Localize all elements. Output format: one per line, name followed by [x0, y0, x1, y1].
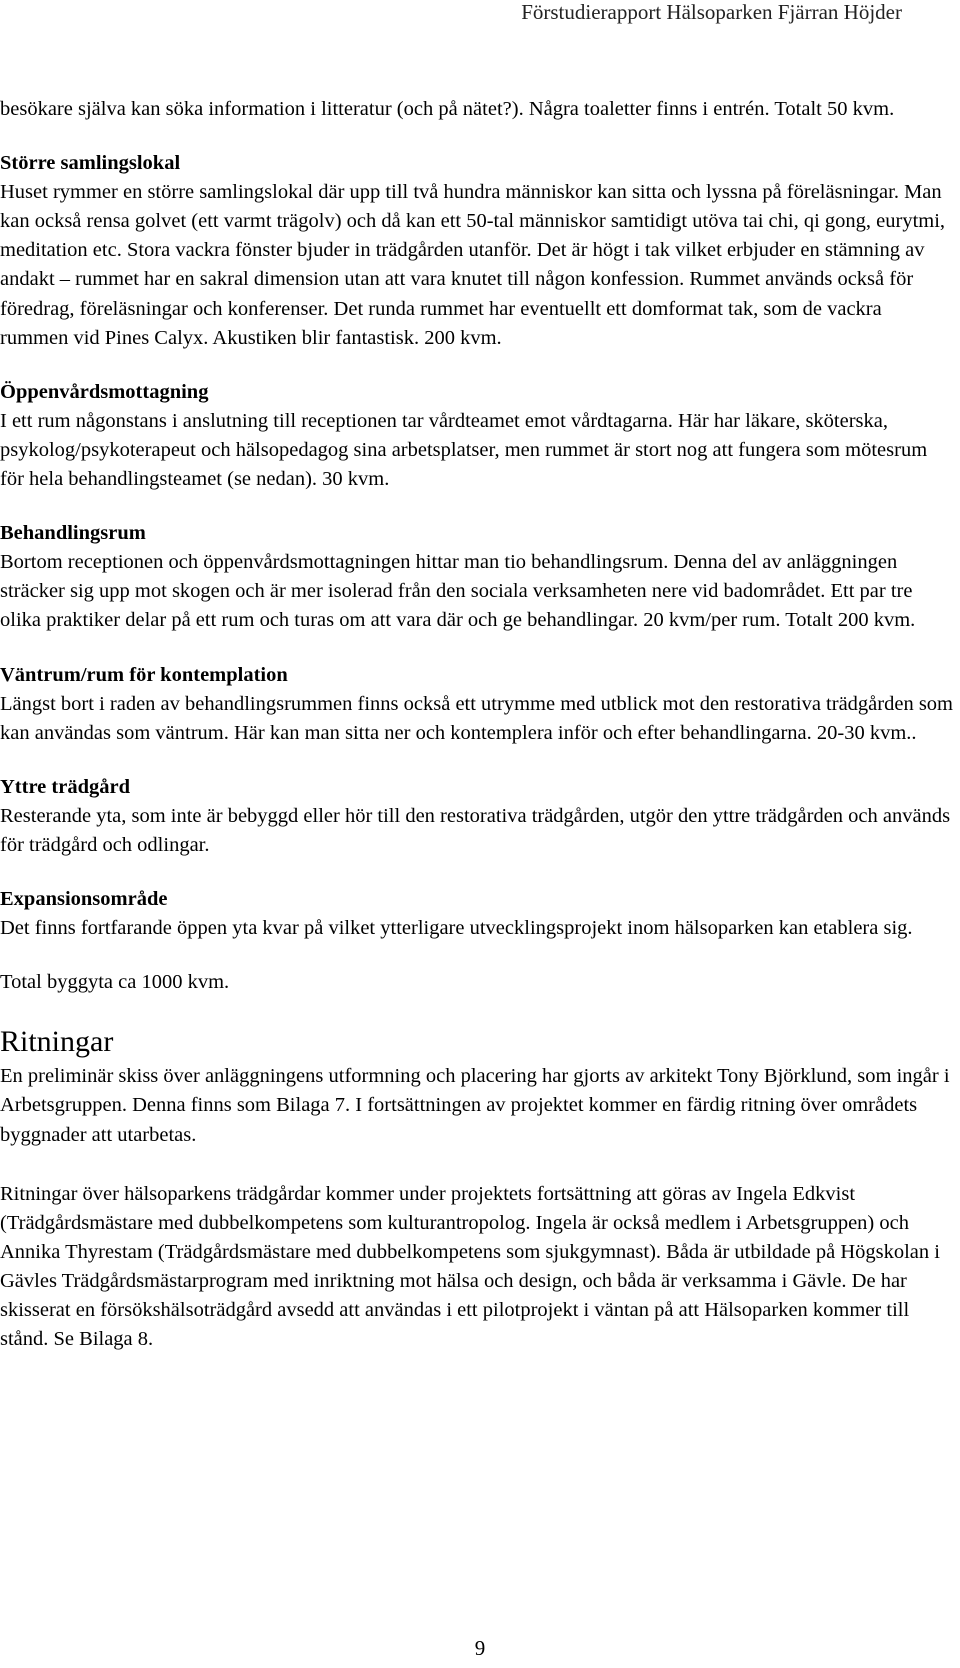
intro-paragraph: besökare själva kan söka information i litteratur (och på nätet?). Några toaletter finns i entrén. Totalt 50 kvm. [0, 98, 895, 120]
total-byggyta: Total byggyta ca 1000 kvm. [0, 971, 230, 994]
heading-ritningar: Ritningar [0, 1025, 114, 1059]
paragraph-yttre-tradgard: Resterande yta, som inte är bebyggd eller hör till den restorativa trädgården, utgör den yttre trädgården och används för trädgård och odlingar. [0, 804, 951, 856]
paragraph-ritningar-1: En preliminär skiss över anläggningens utformning och placering har gjorts av arkitekt Tony Björklund, som ingår i Arbetsgruppen. Denna finns som Bilaga 7. I fortsättningen av projektet kommer en färdig ritning över områdets byggnader att utarbetas. [0, 1065, 950, 1146]
paragraph-oppenvardsmottagning: I ett rum någonstans i anslutning till receptionen tar vårdteamet emot vårdtagarna. Här har läkare, sköterska, psykolog/psykoterapeut och hälsopedagog sina arbetsplatser, men rummet är stort nog att fungera som mötesrum för hela behandlingsteamet (se nedan). 30 kvm. [0, 409, 928, 491]
page-number: 9 [474, 1636, 486, 1660]
heading-oppenvardsmottagning: Öppenvårdsmottagning [0, 380, 209, 403]
paragraph-vantrum: Längst bort i raden av behandlingsrummen finns också ett utrymme med utblick mot den restorativa trädgården som kan användas som väntrum. Här kan man sitta ner och kontemplera inför och efter behandlingarna. 20-30 kvm.. [0, 692, 953, 744]
heading-yttre-tradgard: Yttre trädgård [0, 775, 130, 798]
heading-vantrum: Väntrum/rum för kontemplation [0, 663, 288, 686]
heading-samlingslokal: Större samlingslokal [0, 152, 181, 175]
document-body [0, 95, 955, 1354]
paragraph-samlingslokal: Huset rymmer en större samlingslokal där upp till två hundra människor kan sitta och lyssna på föreläsningar. Man kan också rensa golvet (ett varmt trägolv) och då kan ett 50-tal människor samtidigt utöva tai chi, qi gong, eurytmi, meditation etc. Stora vackra fönster bjuder in trädgården utanför. Det är högt i tak vilket erbjuder en stämning av andakt – rummet har en sakral dimension utan att vara knutet till någon konfession. Rummet används också för föredrag, föreläsningar och konferenser. Det runda rummet har eventuellt ett domformat tak, som de vackra rummen vid Pines Calyx. Akustiken blir fantastisk. 200 kvm. [0, 181, 946, 349]
heading-expansionsomrade: Expansionsområde [0, 888, 168, 911]
paragraph-behandlingsrum: Bortom receptionen och öppenvårdsmottagningen hittar man tio behandlingsrum. Denna del av anläggningen sträcker sig upp mot skogen och är mer isolerad från den sociala verksamheten nere vid badområdet. Ett par tre olika praktiker delar på ett rum och turas om att vara där och ge behandlingar. 20 kvm/per rum. Totalt 200 kvm. [0, 551, 916, 632]
paragraph-expansionsomrade: Det finns fortfarande öppen yta kvar på vilket ytterligare utvecklingsprojekt inom hälsoparken kan etablera sig. [0, 917, 913, 940]
heading-behandlingsrum: Behandlingsrum [0, 522, 146, 545]
paragraph-ritningar-2: Ritningar över hälsoparkens trädgårdar kommer under projektets fortsättning att göras av Ingela Edkvist (Trädgårdsmästare med dubbelkompetens som kulturantropolog. Ingela är också medlem i Arbetsgruppen) och Annika Thyrestam (Trädgårdsmästare med dubbelkompetens som sjukgymnast). Båda är utbildade på Högskolan i Gävles Trädgårdsmästarprogram med inriktning mot hälsa och design, och båda är verksamma i Gävle. De har skisserat en försökshälsoträdgård avsedd att användas i ett pilotprojekt i väntan på att Hälsoparken kommer till stånd. Se Bilaga 8. [0, 1182, 940, 1351]
running-header: Förstudierapport Hälsoparken Fjärran Höjder [521, 0, 902, 24]
